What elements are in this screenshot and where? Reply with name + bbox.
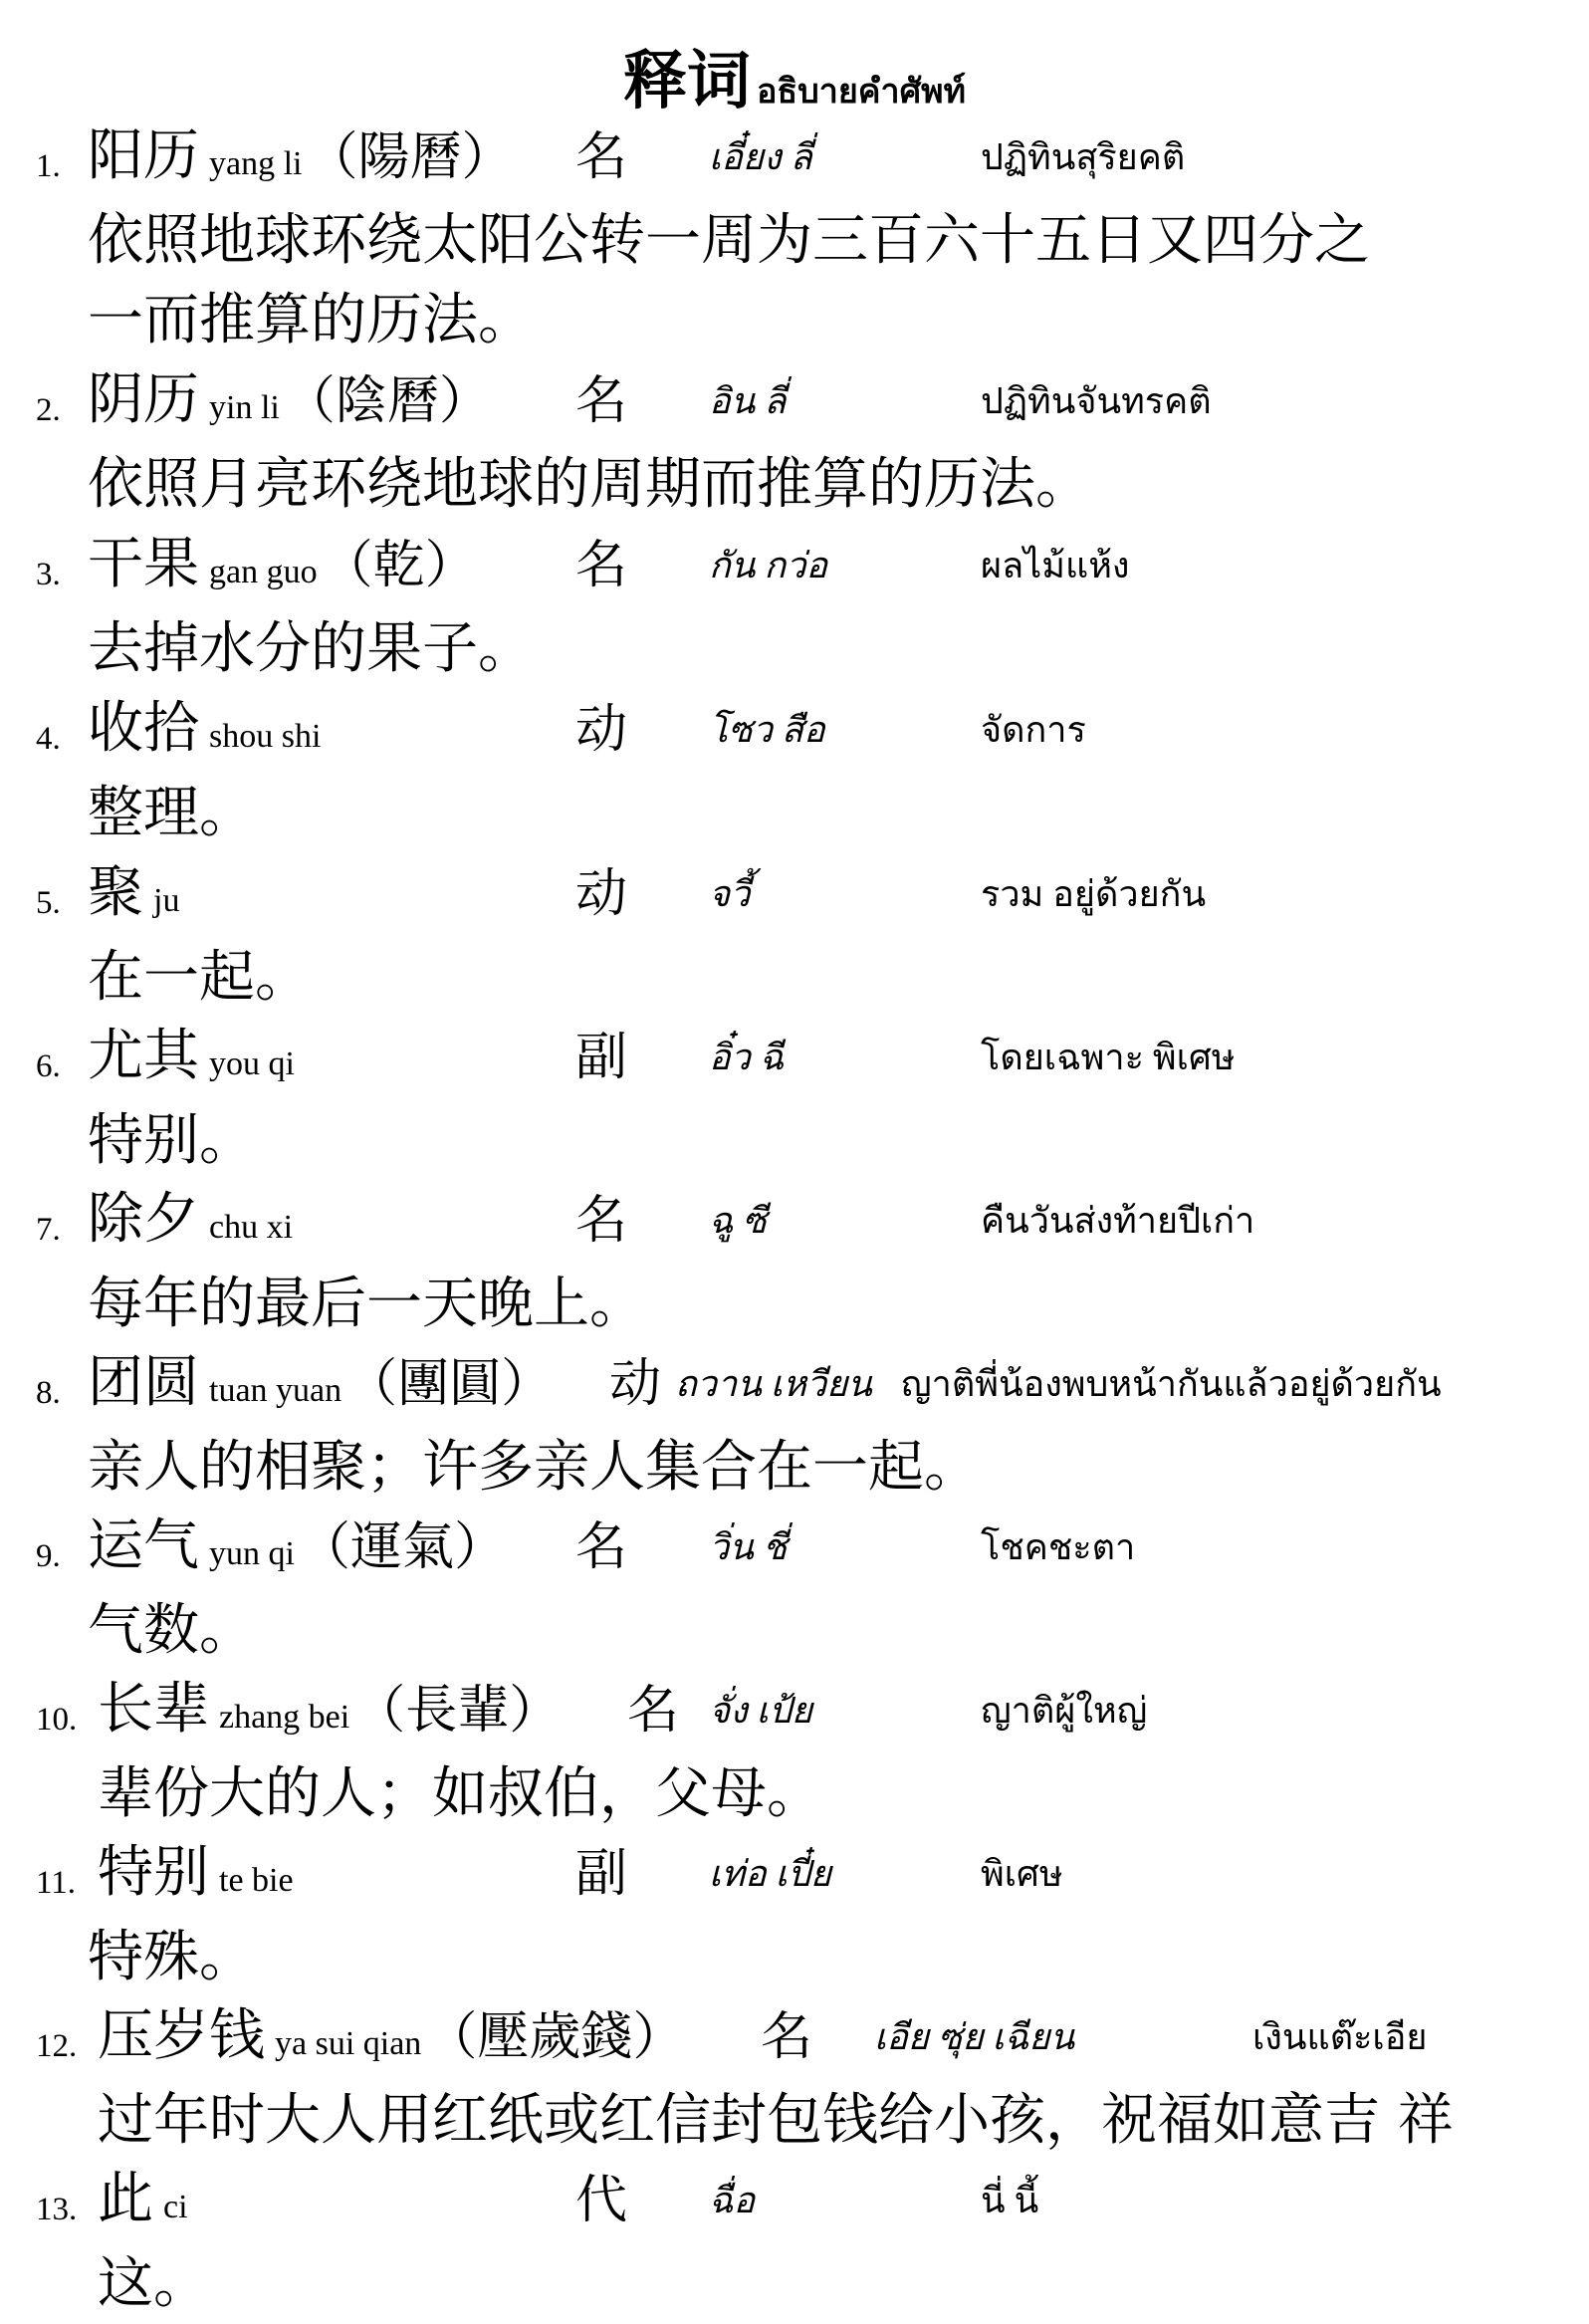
definition-line: 依照地球环绕太阳公转一周为三百六十五日又四分之: [88, 208, 1370, 273]
word-hanzi: 团圆: [88, 1350, 199, 1415]
entry-word: [88, 355, 491, 435]
part-of-speech: 名: [575, 1517, 628, 1577]
word-traditional: （長輩）: [353, 1681, 562, 1741]
part-of-speech: 动: [609, 1354, 662, 1414]
thai-reading: จั่ง เป้ย: [709, 1691, 812, 1731]
thai-reading: เอี๋ยง ลี่: [709, 137, 812, 177]
word-pinyin: gan guo: [209, 554, 318, 590]
word-pinyin: ci: [163, 2189, 188, 2225]
page-title: [0, 30, 1589, 121]
word-traditional: （壓歲錢）: [425, 2007, 685, 2067]
definition-line: 一而推算的历法。: [88, 288, 534, 352]
definition: [88, 1918, 1561, 1997]
thai-meaning: โชคชะตา: [981, 1527, 1136, 1567]
word-hanzi: 聚: [88, 860, 143, 925]
definition-line: 气数。: [88, 1598, 255, 1663]
entry-word: [98, 1665, 561, 1744]
definition-line: 亲人的相聚；许多亲人集合在一起。: [88, 1435, 980, 1500]
thai-reading: วิ่น ชี่: [709, 1527, 788, 1567]
definition: [88, 938, 1561, 1018]
word-hanzi: 阴历: [88, 367, 199, 432]
word-hanzi: 长辈: [98, 1677, 209, 1742]
word-pinyin: ju: [153, 882, 180, 919]
definition-line: 特殊。: [88, 1925, 255, 1989]
word-traditional: （乾）: [321, 536, 477, 595]
thai-meaning: ผลไม้แห้ง: [981, 546, 1130, 585]
thai-reading: เอีย ซุ่ย เฉียน: [874, 2017, 1075, 2057]
entry-number: 5.: [36, 885, 61, 921]
word-pinyin: chu xi: [209, 1209, 294, 1246]
entry-word: [88, 848, 183, 928]
thai-meaning: ปฏิทินสุริยคติ: [981, 137, 1186, 177]
thai-meaning: เงินแต๊ะเอีย: [1252, 2017, 1428, 2057]
thai-meaning: ญาติผู้ใหญ่: [981, 1691, 1148, 1731]
thai-meaning: รวม อยู่ด้วยกัน: [981, 874, 1207, 914]
thai-reading: อิ๋ว ฉี: [709, 1038, 785, 1077]
definition: [88, 445, 1561, 525]
word-hanzi: 阳历: [88, 123, 199, 188]
definition-line: 过年时大人用红纸或红信封包钱给小孩，祝福如意吉 祥: [98, 2088, 1454, 2153]
entry-word: [98, 1991, 684, 2071]
thai-meaning: ปฏิทินจันทรคติ: [981, 381, 1212, 421]
thai-meaning: คืนวันส่งท้ายปีเก่า: [981, 1201, 1255, 1241]
thai-reading: จวี้: [709, 874, 751, 914]
word-hanzi: 特别: [98, 1840, 209, 1905]
entry-number: 1.: [36, 148, 61, 184]
part-of-speech: 名: [575, 371, 628, 431]
definition: [88, 1265, 1561, 1344]
entry-number: 10.: [36, 1702, 78, 1738]
part-of-speech: 名: [575, 127, 628, 187]
entry-word: [88, 1338, 553, 1418]
word-pinyin: te bie: [219, 1862, 294, 1899]
entry-number: 13.: [36, 2192, 78, 2227]
entry-number: 11.: [36, 1865, 77, 1901]
title-chinese: 释词: [622, 44, 751, 118]
word-hanzi: 压岁钱: [98, 2003, 265, 2068]
definition-line: 去掉水分的果子。: [88, 616, 534, 681]
word-traditional: （運氣）: [298, 1517, 506, 1577]
definition: [88, 1428, 1561, 1508]
thai-reading: โซว สือ: [709, 710, 825, 750]
entry-word: [88, 1012, 299, 1091]
entry-word: [88, 684, 325, 764]
part-of-speech: 代: [575, 2171, 628, 2230]
definition-line: 在一起。: [88, 945, 311, 1010]
definition: [88, 1591, 1561, 1671]
definition-line: 每年的最后一天晚上。: [88, 1272, 645, 1336]
definition-line: 整理。: [88, 781, 255, 845]
part-of-speech: 副: [575, 1028, 628, 1087]
thai-reading: อิน ลี่: [709, 381, 787, 421]
entry-word: [98, 2155, 192, 2234]
word-hanzi: 除夕: [88, 1187, 199, 1252]
entry-number: 6.: [36, 1048, 61, 1084]
definition: [88, 1101, 1561, 1181]
entry-number: 12.: [36, 2028, 78, 2064]
word-pinyin: ya sui qian: [275, 2025, 422, 2062]
definition: [88, 201, 1561, 360]
word-pinyin: tuan yuan: [209, 1372, 342, 1409]
definition-line: 辈份大的人；如叔伯，父母。: [98, 1761, 822, 1826]
thai-reading: ฉื่อ: [709, 2181, 756, 2220]
part-of-speech: 动: [575, 864, 628, 924]
part-of-speech: 名: [627, 1681, 680, 1741]
word-hanzi: 尤其: [88, 1024, 199, 1088]
entry-number: 4.: [36, 721, 61, 757]
word-traditional: （陰曆）: [283, 371, 491, 431]
definition: [88, 609, 1561, 689]
thai-reading: ถวาน เหวียน: [675, 1364, 872, 1404]
part-of-speech: 名: [575, 536, 628, 595]
part-of-speech: 副: [575, 1844, 628, 1904]
word-pinyin: yang li: [209, 145, 303, 182]
definition: [98, 1754, 1571, 1834]
word-hanzi: 此: [98, 2167, 153, 2231]
part-of-speech: 动: [575, 700, 628, 760]
word-hanzi: 收拾: [88, 696, 199, 761]
entry-number: 9.: [36, 1538, 61, 1574]
part-of-speech: 名: [761, 2007, 813, 2067]
entry-number: 8.: [36, 1375, 61, 1411]
entry-word: [88, 520, 477, 599]
definition-line: 特别。: [88, 1108, 255, 1173]
entry-number: 7.: [36, 1212, 61, 1248]
word-pinyin: you qi: [209, 1046, 295, 1082]
thai-meaning: นี่ นี้: [981, 2181, 1039, 2220]
entry-word: [88, 1175, 297, 1255]
definition-line: 依照月亮环绕地球的周期而推算的历法。: [88, 452, 1091, 517]
thai-reading: ฉู ซี: [709, 1201, 767, 1241]
word-hanzi: 运气: [88, 1513, 199, 1578]
word-pinyin: shou shi: [209, 718, 322, 755]
definition: [98, 2244, 1571, 2324]
definition: [88, 774, 1561, 853]
part-of-speech: 名: [575, 1191, 628, 1251]
word-pinyin: zhang bei: [219, 1699, 350, 1736]
word-pinyin: yin li: [209, 389, 280, 426]
entry-number: 3.: [36, 557, 61, 592]
word-traditional: （陽曆）: [306, 127, 514, 187]
definition: [98, 2081, 1571, 2161]
thai-meaning: ญาติพี่น้องพบหน้ากันแล้วอยู่ด้วยกัน: [901, 1364, 1442, 1404]
thai-meaning: โดยเฉพาะ พิเศษ: [981, 1038, 1236, 1077]
word-pinyin: yun qi: [209, 1535, 295, 1572]
entry-word: [88, 112, 514, 191]
thai-reading: เท่อ เปี๋ย: [709, 1854, 831, 1894]
thai-reading: กัน กว่อ: [709, 546, 828, 585]
thai-meaning: พิเศษ: [981, 1854, 1063, 1894]
thai-meaning: จัดการ: [981, 710, 1086, 750]
definition-line: 这。: [98, 2251, 209, 2316]
word-hanzi: 干果: [88, 532, 199, 596]
entry-number: 2.: [36, 392, 61, 428]
entry-word: [98, 1828, 298, 1908]
entry-word: [88, 1502, 506, 1581]
title-thai: อธิบายคำศัพท์: [756, 72, 966, 112]
word-traditional: （團圓）: [345, 1354, 554, 1414]
